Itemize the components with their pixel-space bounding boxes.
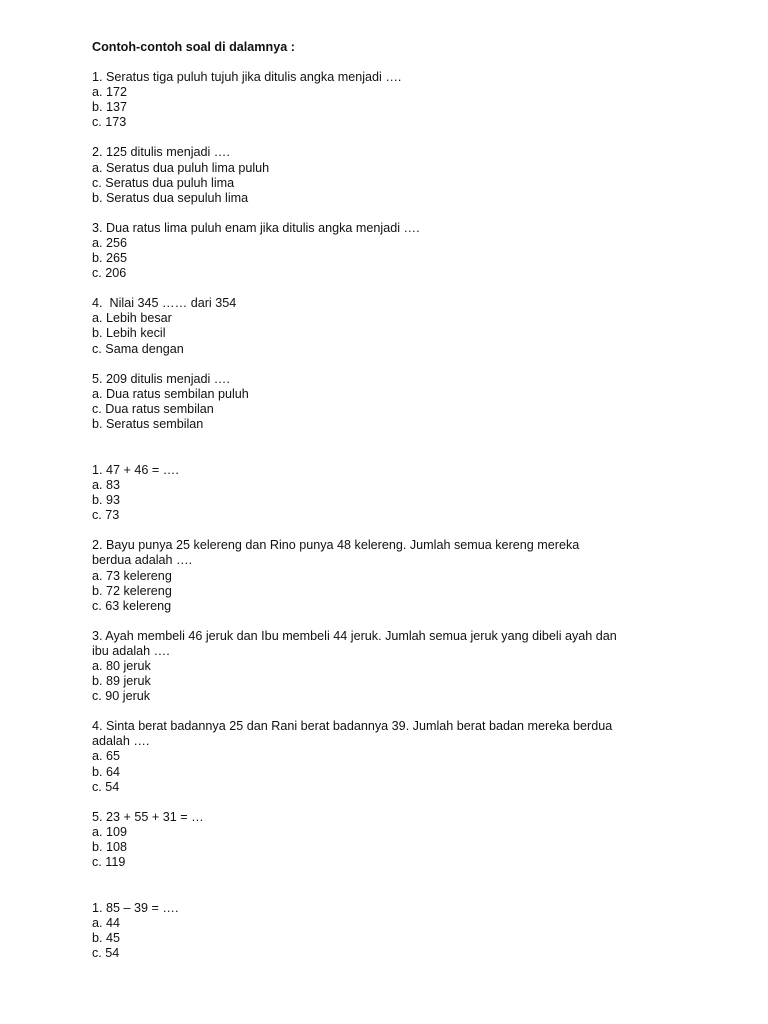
answer-option: b. Lebih kecil xyxy=(92,326,166,341)
question-text: 5. 209 ditulis menjadi …. xyxy=(92,371,230,386)
answer-option: b. 93 xyxy=(92,493,121,508)
document-title: Contoh-contoh soal di dalamnya : xyxy=(92,40,295,54)
answer-option: c. 63 kelereng xyxy=(92,598,172,613)
question-text: 5. 23 + 55 + 31 = … xyxy=(92,809,204,824)
answer-option: c. Sama dengan xyxy=(92,341,184,356)
question xyxy=(92,629,702,704)
question-text: 3. Dua ratus lima puluh enam jika ditulis angka menjadi …. xyxy=(92,220,420,235)
answer-option: c. Dua ratus sembilan xyxy=(92,401,214,416)
question-text: 1. 47 + 46 = …. xyxy=(92,462,179,477)
answer-option: a. Dua ratus sembilan puluh xyxy=(92,386,249,401)
question-text: 3. Ayah membeli 46 jeruk dan Ibu membeli 44 jeruk. Jumlah semua jeruk yang dibeli ayah dan xyxy=(92,628,617,643)
question xyxy=(92,221,702,281)
answer-option: a. 256 xyxy=(92,235,128,250)
question-text: 2. Bayu punya 25 kelereng dan Rino punya 48 kelereng. Jumlah semua kereng mereka xyxy=(92,538,580,553)
answer-option: a. 172 xyxy=(92,85,128,100)
answer-option: a. 83 xyxy=(92,478,121,493)
answer-option: a. 65 xyxy=(92,749,121,764)
answer-option: b. Seratus dua sepuluh lima xyxy=(92,190,249,205)
answer-option: a. Lebih besar xyxy=(92,311,172,326)
question-text: 2. 125 ditulis menjadi …. xyxy=(92,145,230,160)
question-sets xyxy=(92,70,702,961)
answer-option: b. Seratus sembilan xyxy=(92,416,204,431)
question xyxy=(92,901,702,961)
question xyxy=(92,70,702,130)
question-text: 4. Nilai 345 …… dari 354 xyxy=(92,296,237,311)
answer-option: c. 54 xyxy=(92,779,120,794)
question-text: 1. 85 – 39 = …. xyxy=(92,901,179,916)
question-set-1 xyxy=(92,70,702,432)
answer-option: b. 137 xyxy=(92,100,128,115)
question-text: adalah …. xyxy=(92,734,150,749)
question-set-2 xyxy=(92,463,702,870)
question xyxy=(92,719,702,794)
answer-option: a. Seratus dua puluh lima puluh xyxy=(92,160,270,175)
question-text: 4. Sinta berat badannya 25 dan Rani berat badannya 39. Jumlah berat badan mereka berdua xyxy=(92,719,613,734)
question-text: ibu adalah …. xyxy=(92,643,170,658)
answer-option: c. 73 xyxy=(92,508,120,523)
answer-option: b. 265 xyxy=(92,251,128,266)
question xyxy=(92,372,702,432)
answer-option: a. 109 xyxy=(92,824,128,839)
answer-option: c. 119 xyxy=(92,855,126,870)
answer-option: c. 173 xyxy=(92,115,127,130)
question xyxy=(92,810,702,870)
question xyxy=(92,463,702,523)
question xyxy=(92,538,702,613)
document-page xyxy=(92,40,702,962)
answer-option: c. 90 jeruk xyxy=(92,689,151,704)
answer-option: b. 64 xyxy=(92,764,121,779)
question xyxy=(92,145,702,205)
answer-option: c. Seratus dua puluh lima xyxy=(92,175,235,190)
answer-option: a. 44 xyxy=(92,916,121,931)
answer-option: b. 108 xyxy=(92,839,128,854)
answer-option: b. 89 jeruk xyxy=(92,674,151,689)
answer-option: a. 73 kelereng xyxy=(92,568,172,583)
question-set-3 xyxy=(92,901,702,961)
answer-option: b. 45 xyxy=(92,931,121,946)
answer-option: a. 80 jeruk xyxy=(92,659,151,673)
answer-option: c. 206 xyxy=(92,266,127,281)
answer-option: b. 72 kelereng xyxy=(92,583,172,598)
answer-option: c. 54 xyxy=(92,946,120,961)
question xyxy=(92,296,702,356)
question-text: berdua adalah …. xyxy=(92,553,193,568)
question-text: 1. Seratus tiga puluh tujuh jika ditulis angka menjadi …. xyxy=(92,70,402,85)
